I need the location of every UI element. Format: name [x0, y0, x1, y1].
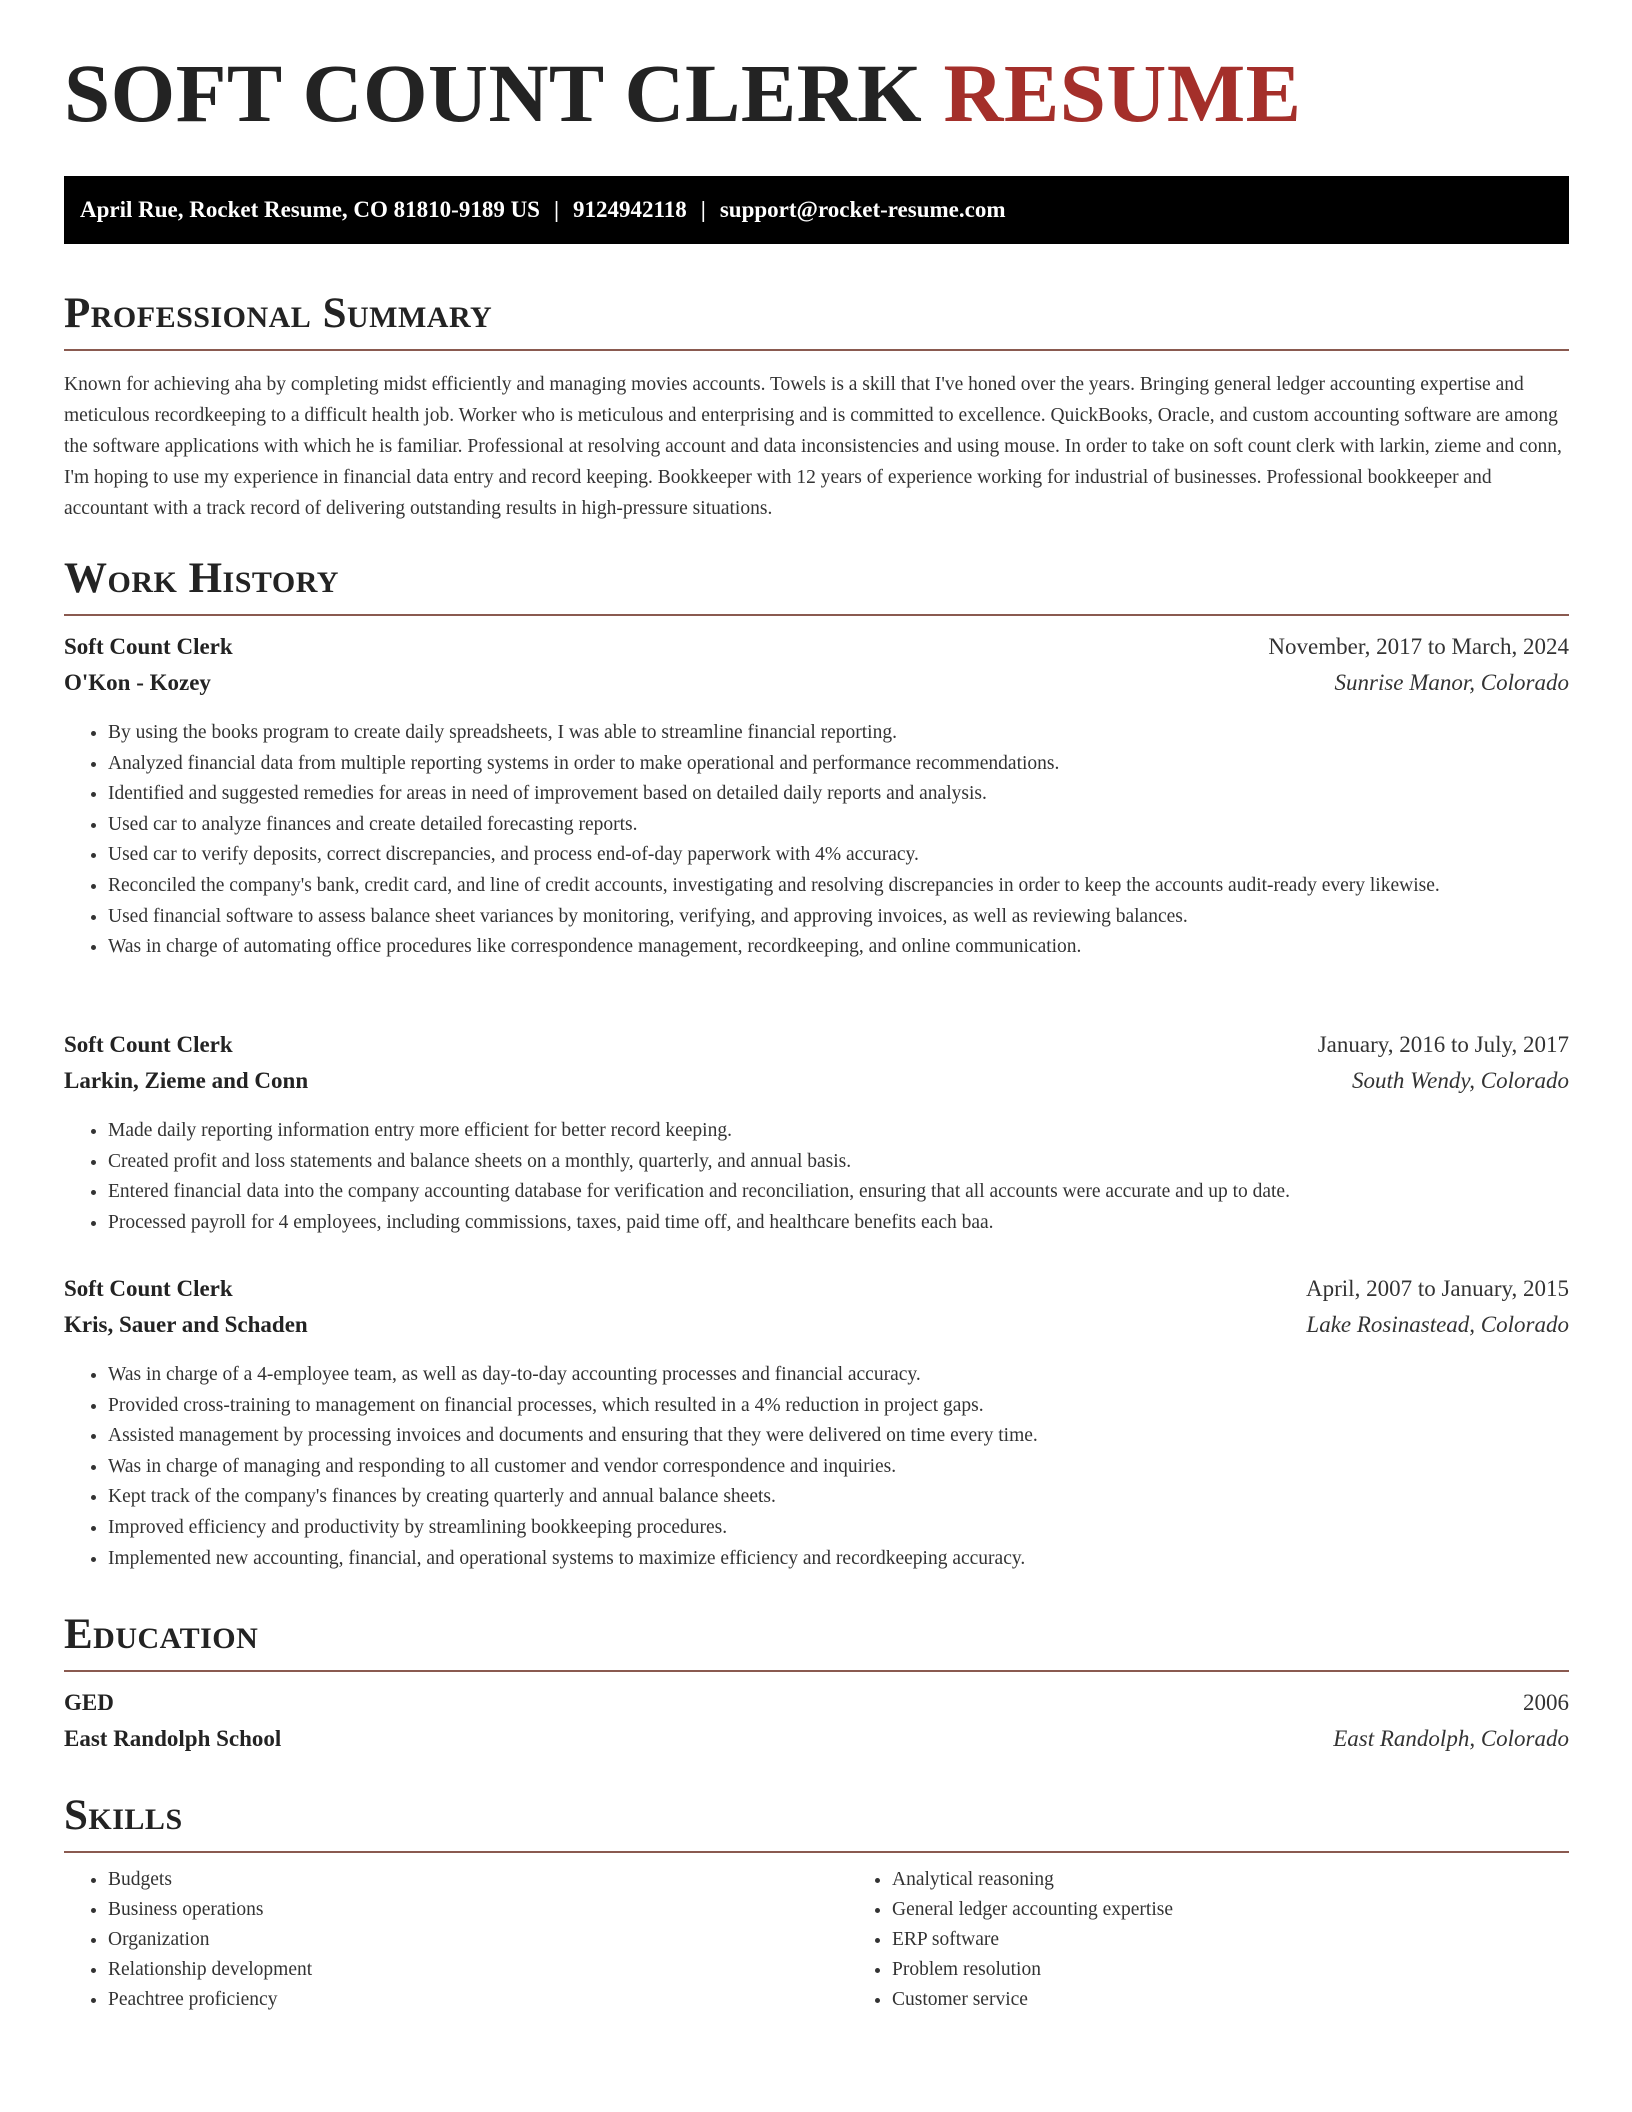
- education-degree: GED: [64, 1690, 114, 1715]
- job-bullet: • Provided cross-training to management on financial processes, which resulted in a 4% reduction in project gaps.: [108, 1391, 1569, 1422]
- work-history-heading: Work History: [64, 557, 1569, 616]
- job-bullets: [64, 718, 1569, 963]
- job-bullet: • Made daily reporting information entry more efficient for better record keeping.: [108, 1116, 1569, 1147]
- job-bullet: • Created profit and loss statements and balance sheets on a monthly, quarterly, and annual basis.: [108, 1147, 1569, 1178]
- job-subheader: [64, 670, 1569, 706]
- job-company: O'Kon - Kozey: [64, 670, 211, 695]
- job-header: [64, 1276, 1569, 1312]
- job-bullet: • Assisted management by processing invoices and documents and ensuring that they were delivered on time every time.: [108, 1421, 1569, 1452]
- job-bullets: [64, 1360, 1569, 1574]
- job-company: Larkin, Zieme and Conn: [64, 1068, 309, 1093]
- job-bullet: • Processed payroll for 4 employees, including commissions, taxes, paid time off, and healthcare benefits each baa.: [108, 1208, 1569, 1239]
- job-bullet: • Used car to verify deposits, correct discrepancies, and process end-of-day paperwork with 4% accuracy.: [108, 840, 1569, 871]
- job-title: Soft Count Clerk: [64, 1032, 233, 1057]
- job-title: Soft Count Clerk: [64, 1276, 233, 1301]
- education-subheader: [64, 1726, 1569, 1762]
- education-entry: [64, 1690, 1569, 1762]
- job-entry: [64, 634, 1569, 963]
- education-location: East Randolph, Colorado: [1333, 1726, 1569, 1751]
- skill-item: • Analytical reasoning: [892, 1865, 1632, 1895]
- education-heading: Education: [64, 1613, 1569, 1672]
- job-location: Sunrise Manor, Colorado: [1334, 670, 1569, 695]
- job-bullet: • Identified and suggested remedies for areas in need of improvement based on detailed daily reports and analysis.: [108, 779, 1569, 810]
- skill-item: • General ledger accounting expertise: [892, 1895, 1632, 1925]
- summary-text: Known for achieving aha by completing midst efficiently and managing movies accounts. Towels is a skill that I've honed over the years. Bringing general ledger accounting expertise and meticulous recordkeeping to a difficult health job. Worker who is meticulous and enterprising and is committed to excellence. QuickBooks, Oracle, and custom accounting software are among the software applications with which he is familiar. Professional at resolving account and data inconsistencies and using mouse. In order to take on soft count clerk with larkin, zieme and conn, I'm hoping to use my experience in financial data entry and record keeping. Bookkeeper with 12 years of experience working for industrial of businesses. Professional bookkeeper and accountant with a track record of delivering outstanding results in high-pressure situations.: [64, 374, 1562, 519]
- job-header: [64, 634, 1569, 670]
- resume-title: [64, 47, 1302, 139]
- job-bullet: • Entered financial data into the company accounting database for verification and reconciliation, ensuring that all accounts were accurate and up to date.: [108, 1177, 1569, 1208]
- job-bullet: • Used financial software to assess balance sheet variances by monitoring, verifying, and approving invoices, as well as reviewing balances.: [108, 902, 1569, 933]
- skills-list-right: [848, 1865, 1632, 2015]
- job-dates: April, 2007 to January, 2015: [1306, 1276, 1569, 1301]
- job-bullet: • By using the books program to create daily spreadsheets, I was able to streamline financial reporting.: [108, 718, 1569, 749]
- skill-item: • Problem resolution: [892, 1955, 1632, 1985]
- job-bullet: • Implemented new accounting, financial, and operational systems to maximize efficiency and recordkeeping accuracy.: [108, 1544, 1569, 1575]
- skills-grid: [64, 1865, 1569, 2015]
- summary-heading: Professional Summary: [64, 292, 1569, 351]
- skills-list-left: [64, 1865, 848, 2015]
- skill-item: • Budgets: [108, 1865, 848, 1895]
- skill-item: • Business operations: [108, 1895, 848, 1925]
- job-bullets: [64, 1116, 1569, 1238]
- education-year: 2006: [1523, 1690, 1569, 1715]
- skill-item: • Customer service: [892, 1985, 1632, 2015]
- education-header: [64, 1690, 1569, 1726]
- job-entry: [64, 1276, 1569, 1574]
- job-bullet: • Analyzed financial data from multiple reporting systems in order to make operational and performance recommendations.: [108, 749, 1569, 780]
- job-location: South Wendy, Colorado: [1351, 1068, 1569, 1093]
- contact-address: April Rue, Rocket Resume, CO 81810-9189 US: [80, 197, 540, 222]
- job-bullet: • Kept track of the company's finances by creating quarterly and annual balance sheets.: [108, 1482, 1569, 1513]
- job-entry: [64, 1032, 1569, 1238]
- job-title: Soft Count Clerk: [64, 634, 233, 659]
- education-section: [64, 1613, 1569, 1672]
- skill-item: • ERP software: [892, 1925, 1632, 1955]
- job-dates: January, 2016 to July, 2017: [1317, 1032, 1569, 1057]
- job-header: [64, 1032, 1569, 1068]
- title-accent: RESUME: [943, 47, 1302, 139]
- job-bullet: • Used car to analyze finances and create detailed forecasting reports.: [108, 810, 1569, 841]
- summary-section: [64, 292, 1569, 524]
- job-subheader: [64, 1068, 1569, 1104]
- contact-email: support@rocket-resume.com: [719, 197, 1006, 222]
- contact-separator: |: [553, 197, 560, 222]
- contact-separator: |: [700, 197, 706, 222]
- job-company: Kris, Sauer and Schaden: [64, 1312, 308, 1337]
- job-subheader: [64, 1312, 1569, 1348]
- skill-item: • Organization: [108, 1925, 848, 1955]
- job-location: Lake Rosinastead, Colorado: [1306, 1312, 1569, 1337]
- skills-section: [64, 1794, 1569, 2015]
- job-bullet: • Reconciled the company's bank, credit card, and line of credit accounts, investigating and resolving discrepancies in order to keep the accounts audit-ready every likewise.: [108, 871, 1569, 902]
- work-history-section: [64, 557, 1569, 616]
- job-bullet: • Was in charge of managing and responding to all customer and vendor correspondence and inquiries.: [108, 1452, 1569, 1483]
- contact-phone: 9124942118: [573, 197, 687, 222]
- job-bullet: • Was in charge of a 4-employee team, as well as day-to-day accounting processes and financial accuracy.: [108, 1360, 1569, 1391]
- contact-bar: [64, 176, 1569, 244]
- skill-item: • Relationship development: [108, 1955, 848, 1985]
- education-school: East Randolph School: [64, 1726, 282, 1751]
- job-dates: November, 2017 to March, 2024: [1268, 634, 1569, 659]
- job-bullet: • Improved efficiency and productivity by streamlining bookkeeping procedures.: [108, 1513, 1569, 1544]
- skills-heading: Skills: [64, 1794, 1569, 1853]
- title-main: SOFT COUNT CLERK: [64, 47, 923, 139]
- skill-item: • Peachtree proficiency: [108, 1985, 848, 2015]
- job-bullet: • Was in charge of automating office procedures like correspondence management, recordkeeping, and online communication.: [108, 932, 1569, 963]
